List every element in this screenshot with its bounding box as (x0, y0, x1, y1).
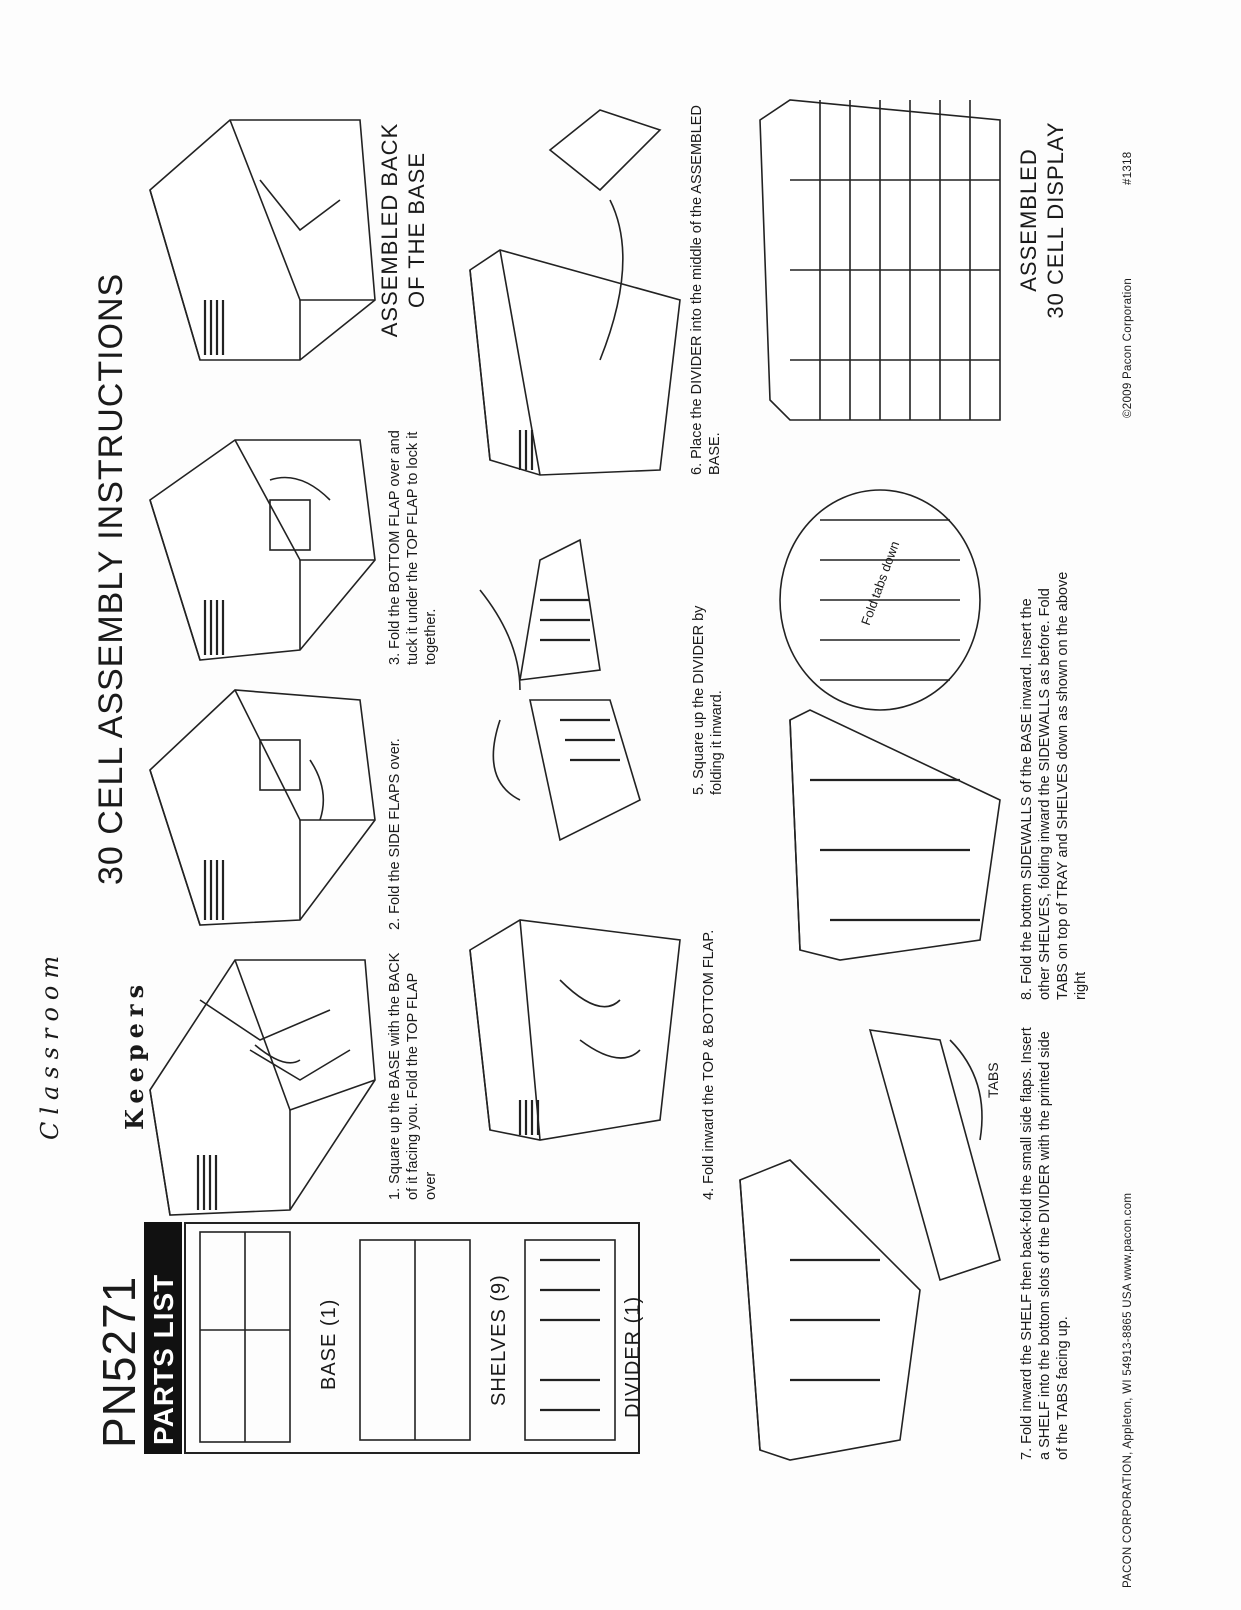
footer-code: #1318 (1122, 151, 1134, 185)
caption-display-line2: 30 CELL DISPLAY (1043, 121, 1068, 319)
parts-item-shelves: SHELVES (9) (488, 1274, 510, 1406)
step-3-text: 3. Fold the BOTTOM FLAP over and tuck it under the TOP FLAP to lock it together. (387, 430, 439, 665)
step2-diagram (150, 690, 375, 925)
parts-item-divider: DIVIDER (1) (622, 1295, 644, 1418)
step4-diagram (470, 920, 680, 1140)
caption-assembled-back (376, 110, 430, 350)
step-8-text: 8. Fold the bottom SIDEWALLS of the BASE inward. Insert the other SHELVES, folding inward the SIDEWALLS as before. Fold TABS on top of TRAY and SHELVES down as shown on the above right (1019, 571, 1089, 1000)
step-6-text: 6. Place the DIVIDER into the middle of the ASSEMBLED BASE. (689, 105, 723, 475)
brand-line-1: Classroom (36, 948, 64, 1140)
step-7-text: 7. Fold inward the SHELF then back-fold the small side flaps. Insert a SHELF into the bottom slots of the DIVIDER with the printed side of the TABS facing up. (1019, 1027, 1071, 1460)
caption-back-line2: OF THE BASE (404, 151, 429, 309)
fold-tabs-label: Fold tabs down (858, 539, 903, 628)
step1-diagram (150, 960, 375, 1215)
page-title: 30 CELL ASSEMBLY INSTRUCTIONS (92, 272, 130, 885)
parts-item-base: BASE (1) (318, 1298, 340, 1390)
caption-back-line1: ASSEMBLED BACK (377, 122, 402, 338)
footer-address: PACON CORPORATION, Appleton, WI 54913-8865 USA www.pacon.com (1122, 1192, 1134, 1588)
brand-line-2: Keepers (120, 978, 149, 1130)
assembled-back-diagram (150, 120, 375, 360)
step3-diagram (150, 440, 375, 660)
footer-copyright: ©2009 Pacon Corporation (1122, 277, 1134, 418)
step7-diagram (740, 1030, 1000, 1460)
parts-list-box (184, 1222, 640, 1454)
step-2-text: 2. Fold the SIDE FLAPS over. (387, 738, 403, 930)
step6-diagram (470, 110, 680, 475)
tabs-label: TABS (985, 1062, 1001, 1098)
step-4-text: 4. Fold inward the TOP & BOTTOM FLAP. (701, 929, 717, 1200)
part-number: PN5271 (93, 1275, 145, 1448)
caption-assembled-display (1015, 80, 1069, 360)
step5-diagram (480, 540, 640, 840)
parts-list-heading: PARTS LIST (148, 1273, 179, 1445)
assembled-display-diagram (760, 100, 1000, 420)
caption-display-line1: ASSEMBLED (1016, 148, 1041, 292)
step-5-text: 5. Square up the DIVIDER by folding it inward. (691, 605, 725, 795)
step-1-text: 1. Square up the BASE with the BACK of it facing you. Fold the TOP FLAP over (387, 952, 439, 1200)
step8-diagram (790, 710, 1000, 960)
